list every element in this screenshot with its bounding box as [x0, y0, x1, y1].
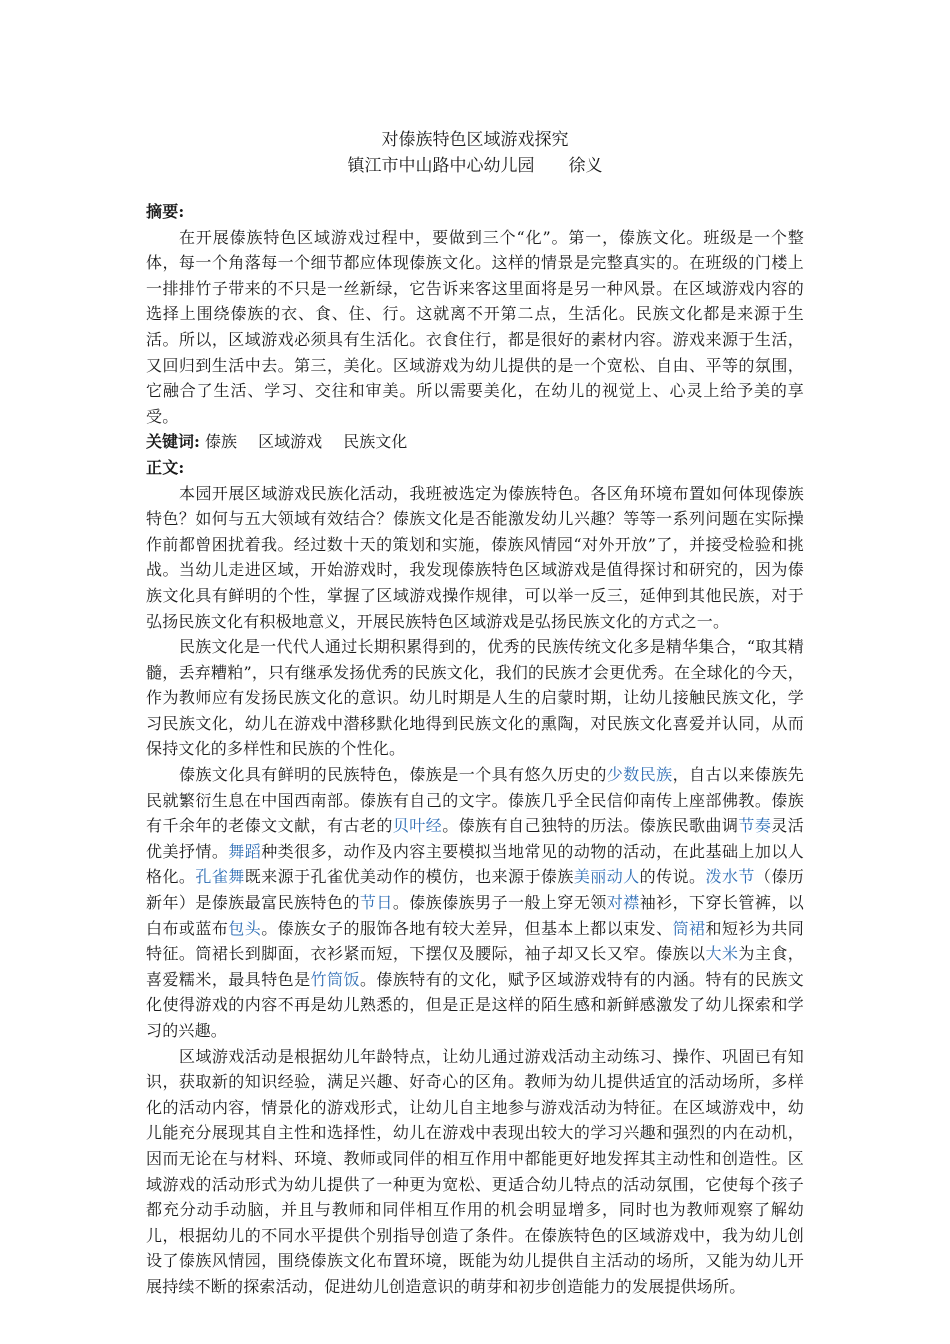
- inline-link[interactable]: 孔雀舞: [195, 867, 245, 887]
- text-run: 。傣族有自己独特的历法。傣族民歌曲调: [442, 816, 739, 836]
- text-run: 傣族文化具有鲜明的民族特色，傣族是一个具有悠久历史的: [179, 765, 607, 785]
- body-label: 正文:: [146, 457, 185, 477]
- text-run: 袖衫，下穿长管裤，以白布或蓝布: [146, 893, 804, 938]
- text-run: 。傣族特有的文化，赋予区域游戏特有的内涵。特有的民族文化使得游戏的内容不再是幼儿熟悉的，但是正是这样的陌生感和新鲜感激发了幼儿探索和学习的兴趣。: [146, 969, 804, 1040]
- school-name: 镇江市中山路中心幼儿园: [347, 156, 535, 176]
- author-name: 徐义: [568, 156, 603, 176]
- keywords-line: [146, 429, 804, 455]
- body-paragraph-1: 本园开展区域游戏民族化活动，我班被选定为傣族特色。各区角环境布置如何体现傣族特色？如何与五大领域有效结合？傣族文化是否能激发幼儿兴趣？等等一系列问题在实际操作前都曾困扰着我。经过数十天的策划和实施，傣族风情园“对外开放”了，并接受检验和挑战。当幼儿走进区域，开始游戏时，我发现傣族特色区域游戏是值得探讨和研究的，因为傣族文化具有鲜明的个性，掌握了区域游戏操作规律，可以举一反三，延伸到其他民族，对于弘扬民族文化有积极地意义，开展民族特色区域游戏是弘扬民族文化的方式之一。: [146, 483, 804, 631]
- inline-link[interactable]: 节日: [359, 893, 393, 913]
- abstract-text: 在开展傣族特色区域游戏过程中，要做到三个“化”。第一，傣族文化。班级是一个整体，每一个角落每一个细节都应体现傣族文化。这样的情景是完整真实的。在班级的门楼上一排排竹子带来的不只是一丝新绿，它告诉来客这里面将是另一种风景。在区域游戏内容的选择上围绕傣族的衣、食、住、行。这就离不开第二点，生活化。民族文化都是来源于生活。所以，区域游戏必须具有生活化。衣食住行，都是很好的素材内容。游戏来源于生活，又回归到生活中去。第三，美化。区域游戏为幼儿提供的是一个宽松、自由、平等的氛围，它融合了生活、学习、交往和审美。所以需要美化，在幼儿的视觉上、心灵上给予美的享受。: [146, 227, 804, 426]
- keywords-label: 关键词:: [146, 432, 200, 452]
- keyword: 区域游戏: [258, 432, 323, 452]
- keyword: 民族文化: [343, 432, 408, 452]
- byline: [146, 153, 804, 179]
- body-paragraph-3: [146, 762, 804, 1044]
- text-run: 既来源于孔雀优美动作的模仿，也来源于傣族: [244, 867, 574, 887]
- inline-link[interactable]: 筒裙: [672, 918, 706, 938]
- text-run: 和短衫为共同特征。筒裙长到脚面，衣衫紧而短，下摆仅及腰际，袖子却又长又窄。傣族以: [146, 918, 804, 964]
- inline-link[interactable]: 包头: [228, 918, 262, 938]
- text-run: 。傣族女子的服饰各地有较大差异，但基本上都以束发、: [261, 918, 673, 938]
- inline-link[interactable]: 对襟: [606, 893, 640, 913]
- text-run: 。傣族傣族男子一般上穿无领: [392, 893, 607, 913]
- inline-link[interactable]: 泼水节: [705, 867, 755, 887]
- body-paragraph-4: 区域游戏活动是根据幼儿年龄特点，让幼儿通过游戏活动主动练习、操作、巩固已有知识，获取新的知识经验，满足兴趣、好奇心的区角。教师为幼儿提供适宜的活动场所，多样化的活动内容，情景化的游戏形式，让幼儿自主地参与游戏活动为特征。在区域游戏中，幼儿能充分展现其自主性和选择性，幼儿在游戏中表现出较大的学习兴趣和强烈的内在动机，因而无论在与材料、环境、教师或同伴的相互作用中都能更好地发挥其主动性和创造性。区域游戏的活动形式为幼儿提供了一种更为宽松、更适合幼儿特点的活动氛围，它使每个孩子都充分动手动脑，并且与教师和同伴相互作用的机会明显增多，同时也为教师观察了解幼儿，根据幼儿的不同水平提供个别指导创造了条件。在傣族特色的区域游戏中，我为幼儿创设了傣族风情园，围绕傣族文化布置环境，既能为幼儿提供自主活动的场所，又能为幼儿开展持续不断的探索活动，促进幼儿创造意识的萌芽和初步创造能力的发展提供场所。: [146, 1046, 804, 1296]
- inline-link[interactable]: 竹筒饭: [310, 969, 360, 989]
- inline-link[interactable]: 舞蹈: [228, 841, 262, 861]
- text-run: 的传说。: [639, 867, 706, 887]
- text-run: 为主食，喜爱糯米，最具特色是: [146, 944, 804, 989]
- abstract-label: 摘要:: [146, 202, 185, 221]
- inline-link[interactable]: 美丽动人: [573, 867, 640, 887]
- keyword: 傣族: [205, 432, 238, 452]
- title-block: [146, 127, 804, 179]
- body-paragraph-2: 民族文化是一代代人通过长期积累得到的，优秀的民族传统文化多是精华集合，“取其精髓，丢弃糟粕”，只有继承发扬优秀的民族文化，我们的民族才会更优秀。在全球化的今天，作为教师应有发扬民族文化的意识。幼儿时期是人生的启蒙时期，让幼儿接触民族文化，学习民族文化，幼儿在游戏中潜移默化地得到民族文化的熏陶，对民族文化喜爱并认同，从而保持文化的多样性和民族的个性化。: [146, 637, 804, 759]
- text-run: 灵活优美抒情。: [146, 816, 804, 861]
- document-title: 对傣族特色区域游戏探究: [381, 130, 569, 150]
- text-run: 种类很多，动作及内容主要模拟当地常见的动物的活动，在此基础上加以人格化。: [146, 841, 804, 887]
- text-run: （傣历新年）是傣族最富民族特色的: [146, 867, 804, 913]
- inline-link[interactable]: 贝叶经: [392, 816, 443, 836]
- inline-link[interactable]: 节奏: [738, 816, 772, 836]
- text-run: ，自古以来傣族先民就繁衍生息在中国西南部。傣族有自己的文字。傣族几乎全民信仰南传上座部佛教。傣族有千余年的老傣文文献，有古老的: [146, 765, 804, 836]
- inline-link[interactable]: 少数民族: [606, 765, 673, 785]
- inline-link[interactable]: 大米: [705, 944, 739, 964]
